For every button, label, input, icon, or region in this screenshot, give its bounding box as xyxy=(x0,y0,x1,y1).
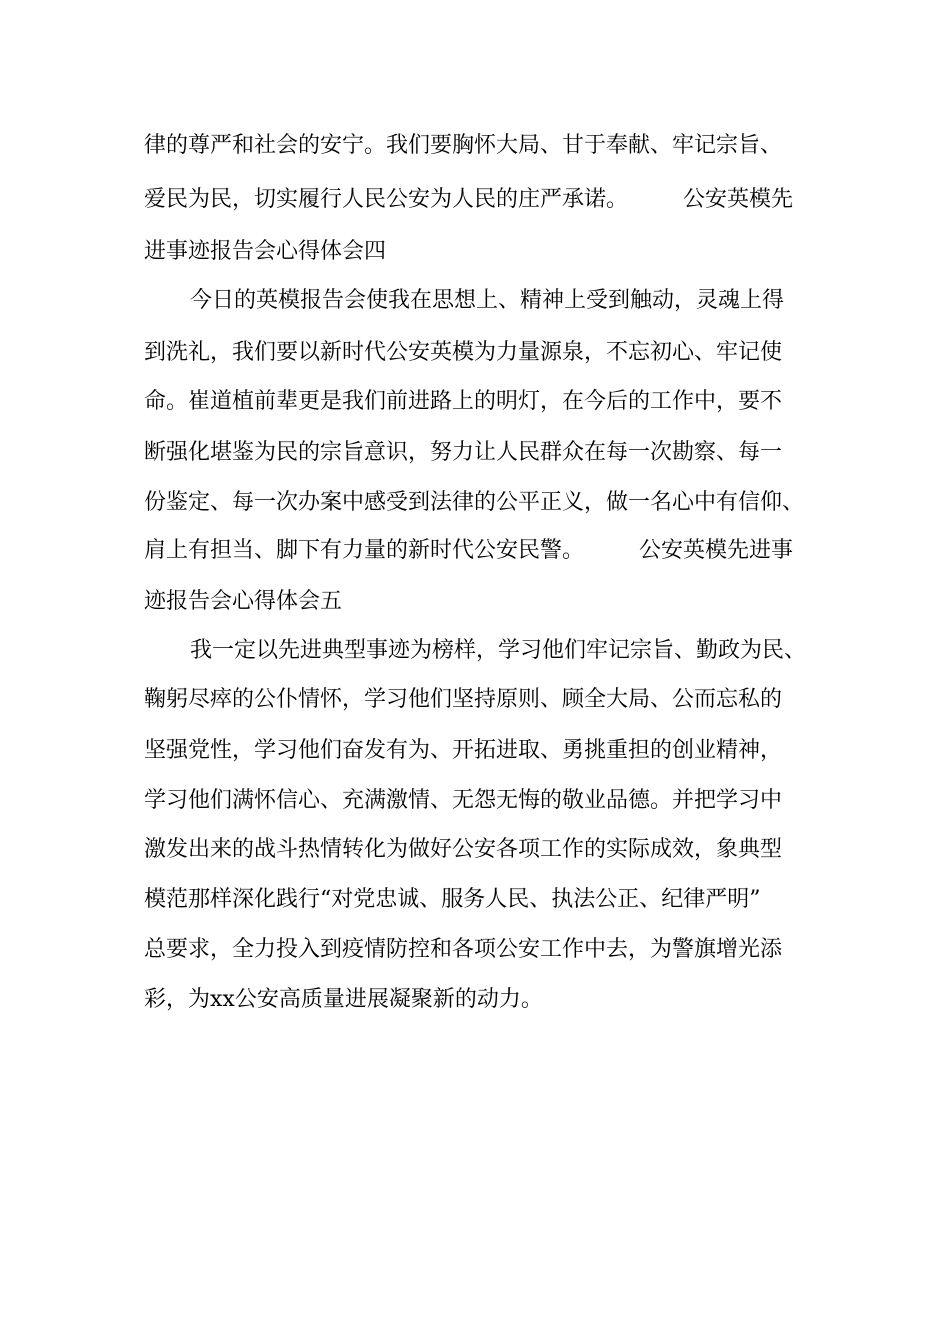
section-heading: 迹报告会心得体会五 xyxy=(144,589,343,614)
text-line: 命。崔道植前辈更是我们前进路上的明灯，在今后的工作中，要不 xyxy=(144,389,783,414)
text-line: 激发出来的战斗热情转化为做好公安各项工作的实际成效，象典型 xyxy=(144,837,783,862)
section-heading: 进事迹报告会心得体会四 xyxy=(144,239,387,264)
text-line: 我一定以先进典型事迹为榜样，学习他们牢记宗旨、勤政为民、 xyxy=(190,638,807,663)
text-line: 学习他们满怀信心、充满激情、无怨无悔的敬业品德。并把学习中 xyxy=(144,788,783,813)
text-line: 今日的英模报告会使我在思想上、精神上受到触动，灵魂上得 xyxy=(190,288,785,313)
text-line: 模范那样深化践行“对党忠诚、服务人民、执法公正、纪律严明” xyxy=(144,887,761,912)
text-line: 肩上有担当、脚下有力量的新时代公安民警。 公安英模先进事 xyxy=(144,538,794,563)
text-line: 彩，为xx公安高质量进展凝聚新的动力。 xyxy=(144,987,543,1012)
text-line: 份鉴定、每一次办案中感受到法律的公平正义，做一名心中有信仰、 xyxy=(144,490,805,515)
text-line: 鞠躬尽瘁的公仆情怀，学习他们坚持原则、顾全大局、公而忘私的 xyxy=(144,687,783,712)
text-line: 爱民为民，切实履行人民公安为人民的庄严承诺。 公安英模先 xyxy=(144,187,794,212)
text-line: 坚强党性，学习他们奋发有为、开拓进取、勇挑重担的创业精神， xyxy=(144,738,783,763)
text-line: 总要求，全力投入到疫情防控和各项公安工作中去，为警旗增光添 xyxy=(144,937,783,962)
text-line: 断强化堪鉴为民的宗旨意识，努力让人民群众在每一次勘察、每一 xyxy=(144,440,783,465)
text-line: 律的尊严和社会的安宁。我们要胸怀大局、甘于奉献、牢记宗旨、 xyxy=(144,133,783,158)
text-line: 到洗礼，我们要以新时代公安英模为力量源泉，不忘初心、牢记使 xyxy=(144,340,783,365)
